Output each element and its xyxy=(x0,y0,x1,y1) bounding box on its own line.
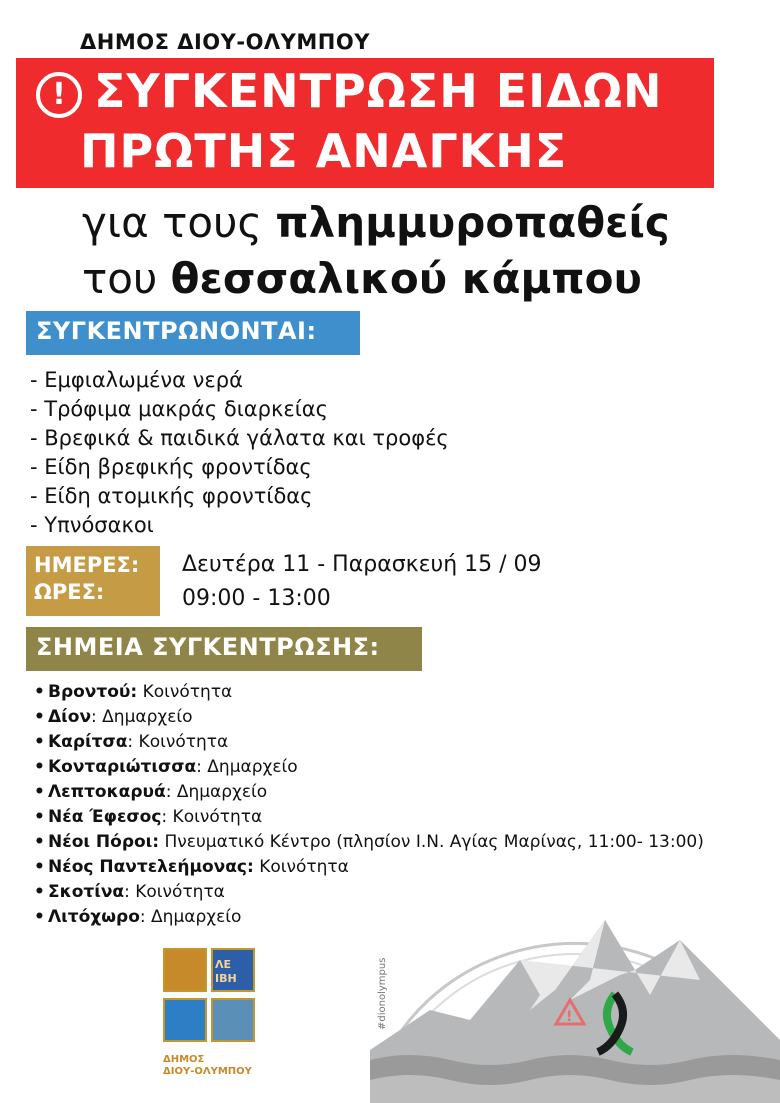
place-location: : Κοινότητα xyxy=(161,807,263,827)
logo-tile-inscription xyxy=(211,948,255,992)
place-location: Κοινότητα xyxy=(137,682,233,702)
logo-tile-fish xyxy=(211,998,255,1042)
logo-name-line2: ΔΙΟΥ-ΟΛΥΜΠΟΥ xyxy=(163,1066,252,1077)
bullet: • xyxy=(34,682,45,702)
collection-points-list xyxy=(34,680,704,930)
subtitle-line1-bold: πλημμυροπαθείς xyxy=(275,198,670,247)
bullet: • xyxy=(34,732,45,752)
place-name: Νέοι Πόροι: xyxy=(48,832,160,852)
place-location: Κοινότητα xyxy=(253,857,349,877)
hours-value: 09:00 - 13:00 xyxy=(182,586,331,611)
mountain-illustration xyxy=(370,900,780,1103)
days-value: Δευτέρα 11 - Παρασκευή 15 / 09 xyxy=(182,552,542,577)
logo-tile-saint xyxy=(163,948,207,992)
list-item xyxy=(34,830,704,855)
bullet: • xyxy=(34,757,45,777)
place-location: : Δημαρχείο xyxy=(139,907,242,927)
collected-label: ΣΥΓΚΕΝΤΡΩΝΟΝΤΑΙ: xyxy=(26,311,360,355)
logo-name xyxy=(163,1054,252,1078)
illustration-warning-symbol: ! xyxy=(566,1009,573,1025)
headline-line2: ΠΡΩΤΗΣ ΑΝΑΓΚΗΣ xyxy=(80,124,568,178)
list-item xyxy=(34,855,704,880)
place-location: : Κοινότητα xyxy=(124,882,225,902)
list-item xyxy=(34,780,704,805)
list-item xyxy=(34,755,704,780)
subtitle-line2 xyxy=(82,254,642,304)
logo-name-line1: ΔΗΜΟΣ xyxy=(163,1054,205,1065)
warning-icon: ! xyxy=(36,72,82,118)
points-label: ΣΗΜΕΙΑ ΣΥΓΚΕΝΤΡΩΣΗΣ: xyxy=(26,627,422,671)
subtitle-line2-bold: θεσσαλικού κάμπου xyxy=(170,254,642,303)
list-item: - Τρόφιμα μακράς διαρκείας xyxy=(30,397,328,421)
hours-label: ΩΡΕΣ: xyxy=(34,580,105,604)
bullet: • xyxy=(34,907,45,927)
bullet: • xyxy=(34,707,45,727)
list-item xyxy=(34,680,704,705)
municipality-title: ΔΗΜΟΣ ΔΙΟΥ-ΟΛΥΜΠΟΥ xyxy=(80,30,370,54)
bullet: • xyxy=(34,807,45,827)
place-location: : Κοινότητα xyxy=(127,732,229,752)
bullet: • xyxy=(34,882,45,902)
place-name: Καρίτσα xyxy=(48,732,128,752)
list-item: - Είδη βρεφικής φροντίδας xyxy=(30,455,312,479)
headline-line1: ΣΥΓΚΕΝΤΡΩΣΗ ΕΙΔΩΝ xyxy=(94,64,663,118)
subtitle-line1 xyxy=(82,198,670,248)
subtitle-line2-regular: του xyxy=(82,254,171,303)
bullet: • xyxy=(34,832,45,852)
place-name: Λεπτοκαρυά xyxy=(48,782,166,802)
bullet: • xyxy=(34,857,45,877)
collected-items-list xyxy=(30,366,449,540)
place-location: : Δημαρχείο xyxy=(91,707,193,727)
list-item xyxy=(34,730,704,755)
bullet: • xyxy=(34,782,45,802)
list-item: - Είδη ατομικής φροντίδας xyxy=(30,484,313,508)
list-item xyxy=(34,805,704,830)
list-item: - Υπνόσακοι xyxy=(30,513,154,537)
list-item: - Βρεφικά & παιδικά γάλατα και τροφές xyxy=(30,426,449,450)
list-item xyxy=(34,705,704,730)
place-name: Λιτόχωρο xyxy=(48,907,140,927)
place-location: : Δημαρχείο xyxy=(196,757,298,777)
schedule-label-box xyxy=(26,546,160,616)
logo-tile-castle xyxy=(163,998,207,1042)
water-waves-light xyxy=(370,1075,780,1103)
hashtag-text: #dionolympus xyxy=(377,957,388,1030)
list-item: - Εμφιαλωμένα νερά xyxy=(30,368,243,392)
logo-tile-text2: ΙΒΗ xyxy=(215,972,237,985)
logo-tile-text1: ΛΕ xyxy=(215,958,232,971)
days-label: ΗΜΕΡΕΣ: xyxy=(34,553,140,577)
headline-banner xyxy=(16,58,714,188)
place-name: Δίον xyxy=(48,707,92,727)
subtitle-line1-regular: για τους xyxy=(82,198,276,247)
place-location: : Δημαρχείο xyxy=(165,782,268,802)
place-name: Σκοτίνα xyxy=(48,882,125,902)
place-name: Νέος Παντελεήμονας: xyxy=(48,857,254,877)
place-name: Νέα Έφεσος xyxy=(48,807,162,827)
municipality-logo xyxy=(163,948,283,1088)
place-location: Πνευματικό Κέντρο (πλησίον Ι.Ν. Αγίας Μαρίνας, 11:00- 13:00) xyxy=(159,832,704,852)
place-name: Κονταριώτισσα xyxy=(48,757,197,777)
place-name: Βροντού: xyxy=(48,682,138,702)
